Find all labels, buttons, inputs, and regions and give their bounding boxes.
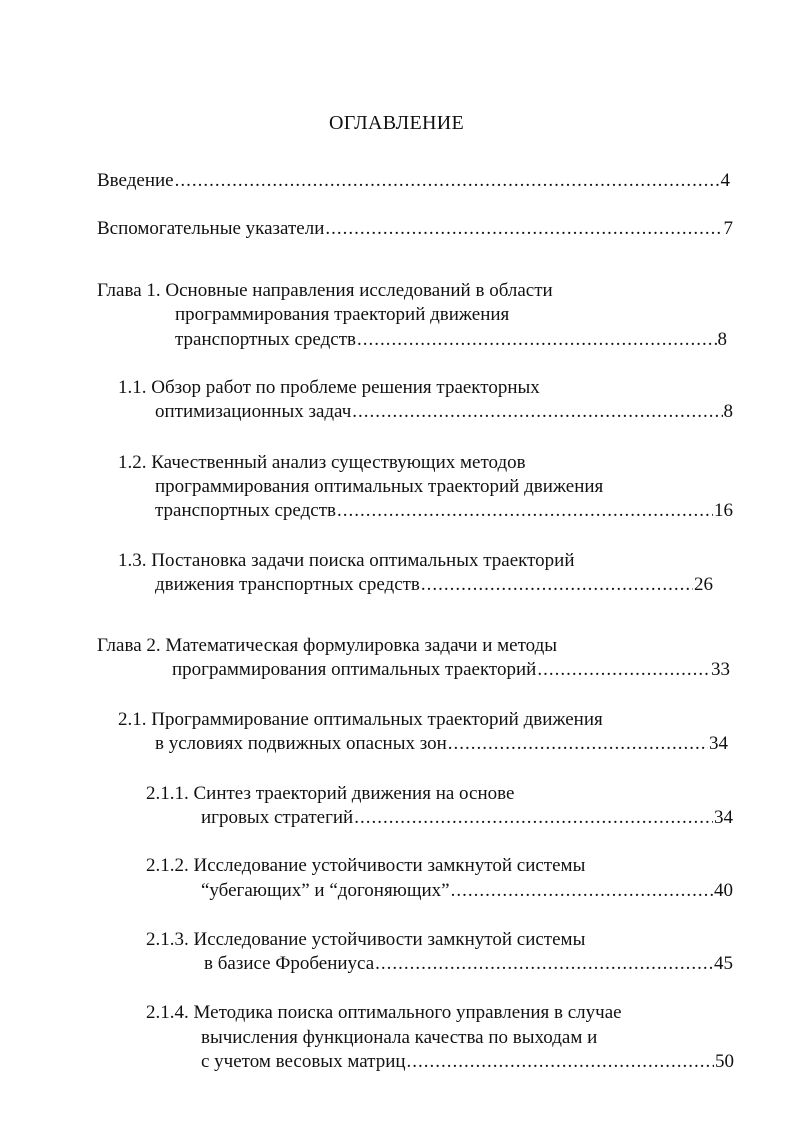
toc-entry-text: в условиях подвижных опасных зон <box>155 733 447 754</box>
toc-entry-text: Глава 2. Математическая формулировка задачи и методы <box>97 635 558 656</box>
leader-dots <box>537 657 710 683</box>
toc-page-number: 34 <box>709 733 728 754</box>
toc-entry-text: вычисления функционала качества по выходам и <box>201 1027 598 1048</box>
leader-dots <box>352 399 722 425</box>
toc-entry-text: 2.1.2. Исследование устойчивости замкнутой системы <box>146 855 586 876</box>
toc-page-number: 40 <box>714 880 733 901</box>
leader-dots <box>407 1049 714 1075</box>
toc-page-number: 8 <box>723 401 733 422</box>
leader-dots <box>421 572 693 598</box>
toc-entry-last-line <box>172 657 730 683</box>
toc-page-number: 34 <box>714 807 733 828</box>
toc-title: ОГЛАВЛЕНИЕ <box>329 112 464 134</box>
leader-dots <box>325 216 722 242</box>
toc-entry-last-line <box>155 498 733 524</box>
toc-entry-last-line <box>204 951 733 977</box>
toc-entry-text: Введение <box>97 170 174 191</box>
toc-entry-text: с учетом весовых матриц <box>201 1051 406 1072</box>
toc-page-number: 16 <box>714 500 733 521</box>
toc-entry-text: 2.1.1. Синтез траекторий движения на основе <box>146 783 515 804</box>
toc-entry-text: программирования оптимальных траекторий движения <box>155 476 604 497</box>
toc-page-number: 7 <box>723 218 733 239</box>
leader-dots <box>337 498 713 524</box>
toc-page-number: 45 <box>714 953 733 974</box>
toc-entry-text: программирования траекторий движения <box>175 304 510 325</box>
toc-entry-text: 2.1.4. Методика поиска оптимального управления в случае <box>146 1002 622 1023</box>
toc-entry-text: 1.2. Качественный анализ существующих методов <box>118 452 526 473</box>
toc-entry-last-line <box>201 805 733 831</box>
toc-entry-text: программирования оптимальных траекторий <box>172 659 537 680</box>
toc-page-number: 4 <box>720 170 730 191</box>
toc-entry-last-line <box>201 878 733 904</box>
toc-entry-last-line <box>175 327 727 353</box>
toc-page-number: 8 <box>717 329 727 350</box>
leader-dots <box>354 805 713 831</box>
toc-page-number: 33 <box>711 659 730 680</box>
toc-entry-text: в базисе Фробениуса <box>204 953 375 974</box>
toc-entry-auxiliary-indexes[interactable] <box>97 216 733 242</box>
toc-entry-text: транспортных средств <box>155 500 336 521</box>
leader-dots <box>357 327 717 353</box>
leader-dots <box>375 951 713 977</box>
toc-entry-text: 2.1. Программирование оптимальных траекторий движения <box>118 709 603 730</box>
toc-entry-last-line <box>155 399 733 425</box>
toc-entry-text: 1.1. Обзор работ по проблеме решения траекторных <box>118 377 540 398</box>
toc-entry-text: оптимизационных задач <box>155 401 352 422</box>
toc-entry-text: Вспомогательные указатели <box>97 218 325 239</box>
toc-entry-text: игровых стратегий <box>201 807 354 828</box>
toc-entry-last-line <box>155 572 713 598</box>
toc-entry-text: транспортных средств <box>175 329 356 350</box>
toc-page-number: 50 <box>715 1051 734 1072</box>
toc-entry-text: “убегающих” и “догоняющих” <box>201 880 450 901</box>
leader-dots <box>175 168 720 194</box>
toc-entry-text: 1.3. Постановка задачи поиска оптимальных траекторий <box>118 550 575 571</box>
toc-entry-text: 2.1.3. Исследование устойчивости замкнутой системы <box>146 929 586 950</box>
toc-entry-text: Глава 1. Основные направления исследований в области <box>97 280 553 301</box>
toc-entry-text: движения транспортных средств <box>155 574 420 595</box>
toc-page-number: 26 <box>694 574 713 595</box>
toc-entry-last-line <box>201 1049 734 1075</box>
leader-dots <box>451 878 713 904</box>
toc-entry-introduction[interactable] <box>97 168 730 194</box>
leader-dots <box>448 731 708 757</box>
toc-entry-last-line <box>155 731 728 757</box>
